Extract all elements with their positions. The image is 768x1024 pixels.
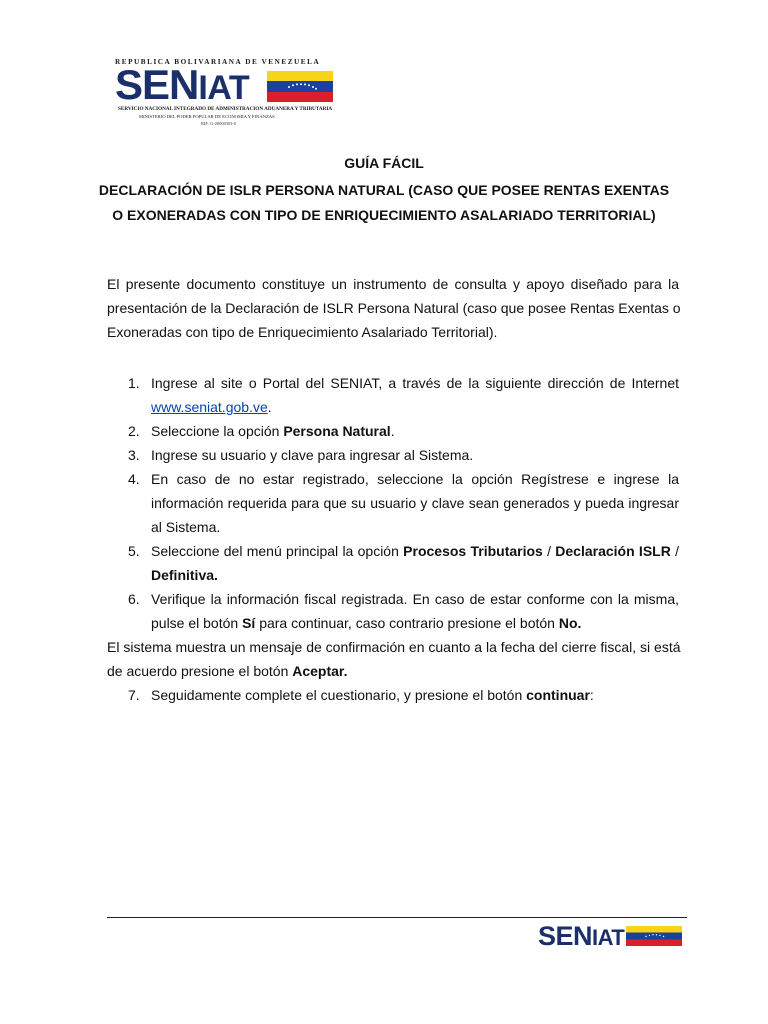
list-item-continuation xyxy=(107,563,679,587)
step-text-part: Seleccione la opción xyxy=(151,423,284,439)
step-number: 4. xyxy=(128,471,140,487)
intro-line-3: Exoneradas con tipo de Enriquecimiento Asalariado Territorial). xyxy=(107,324,498,340)
venezuela-flag-icon xyxy=(626,926,682,946)
note-text xyxy=(107,659,679,683)
list-item xyxy=(107,539,679,563)
seniat-header-logo xyxy=(115,58,335,140)
step-text: Ingrese su usuario y clave para ingresar al Sistema. xyxy=(151,447,474,463)
button-si-label: Sí xyxy=(242,615,256,631)
note-text-part: de acuerdo presione el botón xyxy=(107,663,293,679)
list-item-continuation xyxy=(107,395,679,419)
step-text-part: / xyxy=(542,543,556,559)
step-number: 5. xyxy=(128,543,140,559)
logo-country-text: REPUBLICA BOLIVARIANA DE VENEZUELA xyxy=(115,58,321,66)
logo-ministry-name: MINISTERIO DEL PODER POPULAR DE ECONOMIA Y FINANZAS xyxy=(139,114,275,119)
step-text xyxy=(151,683,679,707)
intro-paragraph xyxy=(107,272,679,344)
step-text-part: . xyxy=(390,423,395,439)
seniat-footer-logo xyxy=(538,922,684,950)
seniat-website-link[interactable]: www.seniat.gob.ve xyxy=(151,399,268,415)
footer-divider xyxy=(107,917,687,918)
step-number: 6. xyxy=(128,591,140,607)
logo-wordmark xyxy=(115,61,250,108)
step-text xyxy=(151,611,679,635)
step-text: Ingrese al site o Portal del SENIAT, a través de la siguiente dirección de Internet xyxy=(151,375,679,391)
step-text-part: pulse el botón xyxy=(151,615,243,631)
button-aceptar-label: Aceptar. xyxy=(292,663,348,679)
footer-wordmark-sen: SEN xyxy=(538,921,593,951)
menu-definitiva: Definitiva. xyxy=(151,567,218,583)
logo-agency-name: SERVICIO NACIONAL INTEGRADO DE ADMINISTRACION ADUANERA Y TRIBUTARIA xyxy=(118,106,333,112)
confirmation-note xyxy=(107,635,679,659)
confirmation-note-continuation xyxy=(107,659,679,683)
footer-wordmark-iat: IAT xyxy=(592,925,625,950)
step-text-part: Seguidamente complete el cuestionario, y presione el botón xyxy=(151,687,527,703)
step-text xyxy=(151,419,679,443)
doc-subtitle-line-1: DECLARACIÓN DE ISLR PERSONA NATURAL (CASO QUE POSEE RENTAS EXENTAS xyxy=(98,182,670,198)
step-text-part: para continuar, caso contrario presione el botón xyxy=(255,615,559,631)
step-number: 2. xyxy=(128,423,140,439)
intro-line-1: El presente documento constituye un instrumento de consulta y apoyo diseñado para la xyxy=(107,276,679,292)
step-number: 7. xyxy=(128,687,140,703)
list-item-continuation xyxy=(107,611,679,635)
step-text-part: / xyxy=(670,543,679,559)
step-text xyxy=(151,563,679,587)
step-text-part: : xyxy=(589,687,594,703)
step-text: En caso de no estar registrado, seleccione la opción Regístrese e ingrese la xyxy=(151,471,679,487)
step-text-part: Seleccione del menú principal la opción xyxy=(151,543,404,559)
intro-line-2: presentación de la Declaración de ISLR Persona Natural (caso que posee Rentas Exentas o xyxy=(107,300,681,316)
logo-rif: RIF: G-20000303-0 xyxy=(201,121,237,126)
doc-title: GUÍA FÁCIL xyxy=(344,155,424,171)
step-text-period: . xyxy=(267,399,272,415)
list-item-continuation xyxy=(107,491,679,515)
list-item xyxy=(107,467,679,491)
step-text xyxy=(151,395,679,419)
menu-declaracion-islr: Declaración ISLR xyxy=(555,543,671,559)
button-no-label: No. xyxy=(558,615,582,631)
list-item xyxy=(107,443,679,467)
list-item xyxy=(107,587,679,611)
step-number: 3. xyxy=(128,447,140,463)
list-item xyxy=(107,683,679,707)
option-persona-natural: Persona Natural xyxy=(283,423,391,439)
menu-procesos-tributarios: Procesos Tributarios xyxy=(403,543,543,559)
list-item xyxy=(107,371,679,395)
step-text: al Sistema. xyxy=(151,519,221,535)
list-item-continuation xyxy=(107,515,679,539)
note-text: El sistema muestra un mensaje de confirmación en cuanto a la fecha del cierre fiscal, si está xyxy=(107,639,681,655)
step-text xyxy=(151,539,679,563)
logo-wordmark-iat: IAT xyxy=(198,69,250,107)
step-text: información requerida para que su usuario y clave sean generados y pueda ingresar xyxy=(151,495,679,511)
footer-wordmark xyxy=(538,922,624,950)
venezuela-flag-icon xyxy=(267,71,333,102)
logo-wordmark-sen: SEN xyxy=(115,61,199,108)
step-number: 1. xyxy=(128,375,140,391)
step-text: Verifique la información fiscal registrada. En caso de estar conforme con la misma, xyxy=(151,591,679,607)
list-item xyxy=(107,419,679,443)
button-continuar-label: continuar xyxy=(526,687,590,703)
doc-subtitle-line-2: O EXONERADAS CON TIPO DE ENRIQUECIMIENTO ASALARIADO TERRITORIAL) xyxy=(112,207,656,223)
